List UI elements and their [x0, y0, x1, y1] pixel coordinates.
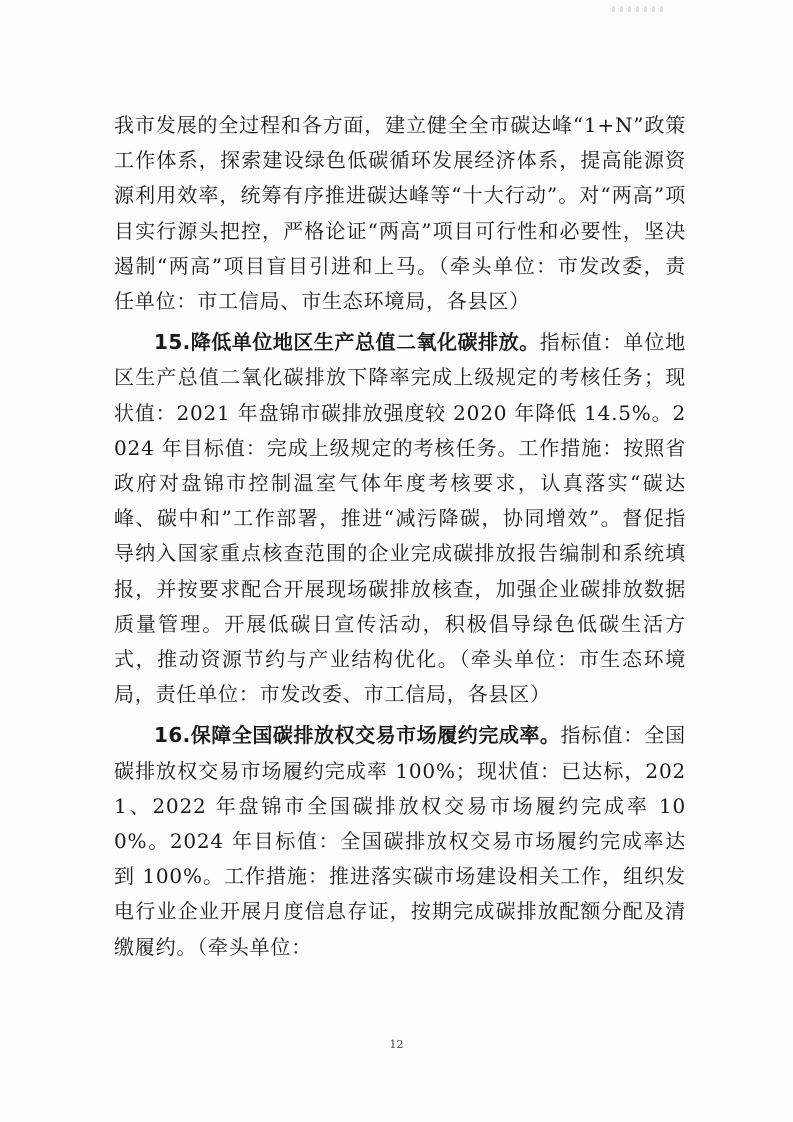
paragraph-text: 我市发展的全过程和各方面，建立健全全市碳达峰“1+N”政策工作体系，探索建设绿色低碳循环发展经济体系，提高能源资源利用效率，统筹有序推进碳达峰等“十大行动”。对“两高”项目实行源头把控，严格论证“两高”项目可行性和必要性，坚决遏制“两高”项目盲目引进和上马。（牵头单位：市发改委，责任单位：市工信局、市生态环境局，各县区） — [114, 113, 686, 314]
paragraph-text: 指标值：单位地区生产总值二氧化碳排放下降率完成上级规定的考核任务；现状值：2021 年盘锦市碳排放强度较 2020 年降低 14.5%。2024 年目标值：完成上级规定的考核任务。工作措施：按照省政府对盘锦市控制温室气体年度考核要求，认真落实“碳达峰、碳中和”工作部署，推进“减污降碳，协同增效”。督促指导纳入国家重点核查范围的企业完成碳排放报告编制和系统填报，并按要求配合开展现场碳排放核查，加强企业碳排放数据质量管理。开展低碳日宣传活动，积极倡导绿色低碳生活方式，推动资源节约与产业结构优化。（牵头单位：市生态环境局，责任单位：市发改委、市工信局，各县区） — [114, 330, 686, 707]
document-body — [114, 108, 686, 965]
item-heading: 16.保障全国碳排放权交易市场履约完成率。 — [154, 723, 561, 748]
paragraph-item-16 — [114, 718, 686, 964]
paragraph-text: 指标值：全国碳排放权交易市场履约完成率 100%；现状值：已达标，2021、2022 年盘锦市全国碳排放权交易市场履约完成率 100%。2024 年目标值：全国碳排放权交易市场履约完成率达到 100%。工作措施：推进落实碳市场建设相关工作，组织发电行业企业开展月度信息存证，按期完成碳排放配额分配及清缴履约。（牵头单位： — [114, 723, 686, 959]
paragraph-continuation — [114, 108, 686, 319]
scan-artifact — [612, 6, 664, 12]
paragraph-item-15 — [114, 325, 686, 712]
item-heading: 15.降低单位地区生产总值二氧化碳排放。 — [154, 330, 540, 355]
page-number: 12 — [389, 1038, 404, 1051]
